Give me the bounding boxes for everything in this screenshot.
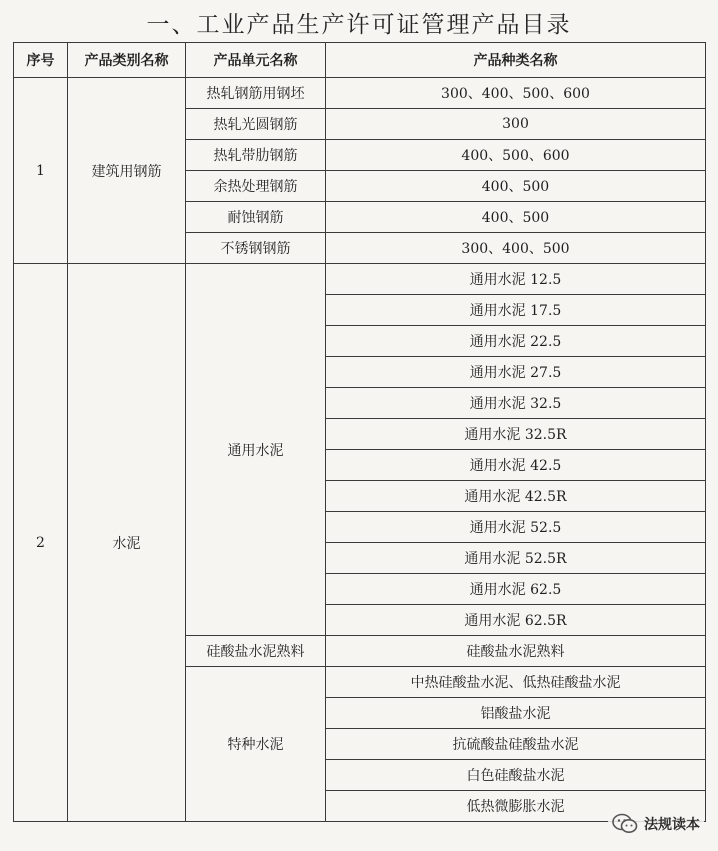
type-name: 硅酸盐水泥熟料 [326, 636, 706, 667]
type-name: 通用水泥 12.5 [326, 264, 706, 295]
type-name: 铝酸盐水泥 [326, 698, 706, 729]
header-category: 产品类别名称 [68, 43, 186, 78]
type-name: 300、400、500、600 [326, 78, 706, 109]
table-row [14, 78, 706, 109]
unit-name: 特种水泥 [186, 667, 326, 822]
table-row [14, 264, 706, 295]
type-name: 通用水泥 27.5 [326, 357, 706, 388]
header-unit: 产品单元名称 [186, 43, 326, 78]
type-name: 通用水泥 32.5 [326, 388, 706, 419]
unit-name: 热轧钢筋用钢坯 [186, 78, 326, 109]
type-name: 300 [326, 109, 706, 140]
page-title: 一、工业产品生产许可证管理产品目录 [146, 12, 572, 38]
type-name: 400、500 [326, 171, 706, 202]
unit-name: 热轧光圆钢筋 [186, 109, 326, 140]
type-name: 通用水泥 42.5R [326, 481, 706, 512]
type-name: 通用水泥 42.5 [326, 450, 706, 481]
unit-name: 耐蚀钢筋 [186, 202, 326, 233]
category-name: 水泥 [68, 264, 186, 822]
type-name: 通用水泥 52.5R [326, 543, 706, 574]
unit-name: 硅酸盐水泥熟料 [186, 636, 326, 667]
watermark-text: 法规读本 [644, 817, 700, 833]
product-catalog-table [13, 42, 706, 822]
type-name: 通用水泥 62.5R [326, 605, 706, 636]
type-name: 400、500、600 [326, 140, 706, 171]
type-name: 抗硫酸盐硅酸盐水泥 [326, 729, 706, 760]
type-name: 白色硅酸盐水泥 [326, 760, 706, 791]
type-name: 通用水泥 52.5 [326, 512, 706, 543]
unit-name: 不锈钢钢筋 [186, 233, 326, 264]
category-number: 1 [14, 78, 68, 264]
header-no: 序号 [14, 43, 68, 78]
header-row [14, 43, 706, 78]
unit-name: 热轧带肋钢筋 [186, 140, 326, 171]
type-name: 400、500 [326, 202, 706, 233]
wechat-icon [612, 813, 638, 835]
unit-name: 通用水泥 [186, 264, 326, 636]
type-name: 中热硅酸盐水泥、低热硅酸盐水泥 [326, 667, 706, 698]
type-name: 通用水泥 22.5 [326, 326, 706, 357]
type-name: 低热微膨胀水泥 [326, 791, 706, 822]
type-name: 300、400、500 [326, 233, 706, 264]
header-type: 产品种类名称 [326, 43, 706, 78]
type-name: 通用水泥 17.5 [326, 295, 706, 326]
type-name: 通用水泥 32.5R [326, 419, 706, 450]
category-name: 建筑用钢筋 [68, 78, 186, 264]
unit-name: 余热处理钢筋 [186, 171, 326, 202]
type-name: 通用水泥 62.5 [326, 574, 706, 605]
category-number: 2 [14, 264, 68, 822]
watermark [608, 811, 704, 837]
catalog-body [14, 78, 706, 822]
